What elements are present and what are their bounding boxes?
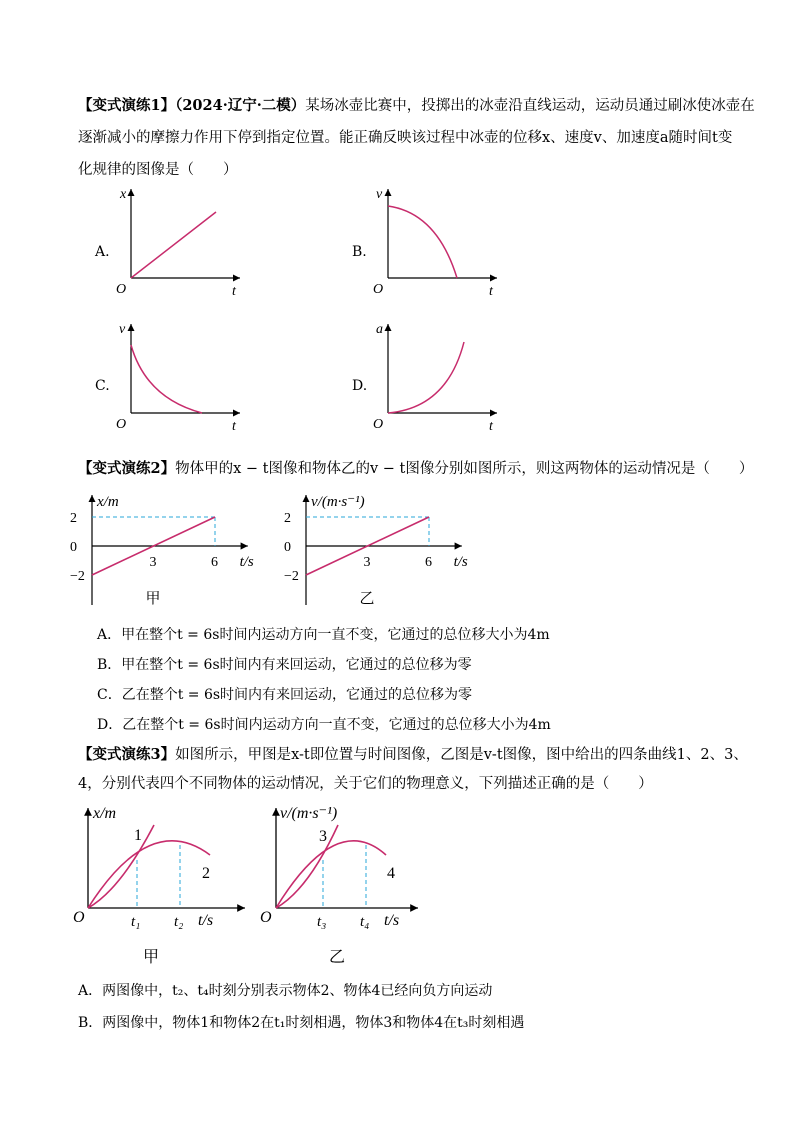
q1-option-a-label[interactable]: A. bbox=[95, 244, 110, 260]
curve-line bbox=[388, 206, 457, 278]
x-tick-label: 3 bbox=[149, 555, 157, 570]
q3-option-a[interactable]: A．两图像中，t₂、t₄时刻分别表示物体2、物体4已经向负方向运动 bbox=[78, 983, 493, 999]
curve-line bbox=[131, 212, 216, 278]
q2-option-d[interactable]: D．乙在整个t = 6s时间内运动方向一直不变，它通过的总位移大小为4m bbox=[97, 717, 551, 733]
axis-label-y: x/m bbox=[97, 494, 119, 510]
q2-chart-yi bbox=[272, 490, 492, 610]
y-tick-label: 0 bbox=[284, 540, 291, 555]
y-tick-label: 0 bbox=[70, 540, 77, 555]
q1-line2: 逐渐减小的摩擦力作用下停到指定位置。能正确反映该过程中冰壶的位移x、速度v、加速度a随时间t变 bbox=[78, 130, 733, 146]
q1-option-b-label[interactable]: B. bbox=[352, 244, 367, 260]
q3-line1: 【变式演练3】如图所示，甲图是x-t即位置与时间图像，乙图是v-t图像，图中给出的四条曲线1、2、3、 bbox=[78, 746, 748, 763]
axis-label-x: t/s bbox=[384, 912, 400, 929]
origin-label: O bbox=[73, 909, 85, 926]
axis-label-x: t bbox=[489, 284, 493, 299]
curve-4 bbox=[276, 841, 386, 908]
curve-2 bbox=[88, 841, 210, 908]
caption-yi: 乙 bbox=[329, 949, 346, 966]
q2-chart-jia bbox=[58, 490, 278, 610]
q1-line3: 化规律的图像是（ ） bbox=[78, 162, 238, 178]
chart-caption: 乙 bbox=[359, 591, 375, 607]
q2-option-b[interactable]: B．甲在整个t = 6s时间内有来回运动，它通过的总位移为零 bbox=[97, 657, 472, 673]
q3-graph-jia bbox=[70, 800, 270, 975]
axis-label-y: x bbox=[120, 187, 127, 202]
origin-label: O bbox=[116, 282, 127, 297]
origin-label: O bbox=[260, 909, 272, 926]
q1-graph-b bbox=[367, 183, 517, 298]
x-tick-label: 6 bbox=[425, 555, 432, 570]
q1-graph-d bbox=[367, 318, 517, 433]
axis-label-y: v bbox=[119, 322, 126, 337]
q2-option-a[interactable]: A．甲在整个t = 6s时间内运动方向一直不变，它通过的总位移大小为4m bbox=[97, 627, 550, 643]
tick-t1: t₁ bbox=[131, 914, 141, 930]
y-tick-label: 2 bbox=[284, 511, 291, 526]
q2-header: 【变式演练2】 bbox=[78, 460, 176, 477]
axis-label-y: x/m bbox=[93, 805, 117, 822]
q3-header: 【变式演练3】 bbox=[78, 746, 176, 763]
q1-option-c-label[interactable]: C. bbox=[95, 378, 110, 394]
axis-label-x: t/s bbox=[239, 554, 254, 570]
axis-label-y: v bbox=[376, 187, 383, 202]
axis-label-x: t/s bbox=[453, 554, 468, 570]
q1-line1: 【变式演练1】（2024·辽宁·二模）某场冰壶比赛中，投掷出的冰壶沿直线运动，运动员通过刷冰使冰壶在 bbox=[78, 97, 755, 114]
origin-label: O bbox=[373, 417, 384, 432]
y-tick-label: −2 bbox=[284, 569, 299, 584]
axis-label-x: t bbox=[232, 284, 236, 299]
curve-2-label: 2 bbox=[202, 865, 210, 882]
y-tick-label: −2 bbox=[70, 569, 85, 584]
axis-label-y: a bbox=[376, 322, 383, 337]
axis-label-y: v/(m·s⁻¹) bbox=[311, 494, 365, 510]
tick-t4: t₄ bbox=[360, 914, 370, 930]
axis-label-y: v/(m·s⁻¹) bbox=[280, 805, 338, 822]
q1-graph-c bbox=[110, 318, 260, 433]
axis-label-x: t bbox=[232, 419, 236, 434]
q1-header: 【变式演练1】（2024·辽宁·二模） bbox=[78, 97, 306, 114]
axis-label-x: t bbox=[489, 419, 493, 434]
q3-graph-yi bbox=[256, 800, 456, 975]
x-tick-label: 3 bbox=[363, 555, 371, 570]
axis-label-x: t/s bbox=[198, 912, 214, 929]
origin-label: O bbox=[373, 282, 384, 297]
tick-t2: t₂ bbox=[174, 914, 184, 930]
curve-3-label: 3 bbox=[319, 828, 327, 845]
curve-line bbox=[131, 345, 202, 413]
q2-line1: 【变式演练2】物体甲的x − t图像和物体乙的v − t图像分别如图所示，则这两物体的运动情况是（ ） bbox=[78, 460, 754, 477]
origin-label: O bbox=[116, 417, 127, 432]
q3-option-b[interactable]: B．两图像中，物体1和物体2在t₁时刻相遇，物体3和物体4在t₃时刻相遇 bbox=[78, 1015, 525, 1031]
curve-line bbox=[388, 342, 464, 413]
q1-graph-a bbox=[110, 183, 260, 298]
q3-line2: 4，分别代表四个不同物体的运动情况，关于它们的物理意义，下列描述正确的是（ ） bbox=[78, 776, 653, 792]
caption-jia: 甲 bbox=[143, 949, 160, 966]
chart-caption: 甲 bbox=[145, 591, 161, 607]
q2-option-c[interactable]: C．乙在整个t = 6s时间内有来回运动，它通过的总位移为零 bbox=[97, 687, 473, 703]
curve-1-label: 1 bbox=[134, 827, 142, 844]
x-tick-label: 6 bbox=[211, 555, 218, 570]
curve-4-label: 4 bbox=[387, 865, 395, 882]
tick-t3: t₃ bbox=[317, 914, 327, 930]
q1-option-d-label[interactable]: D. bbox=[352, 378, 368, 394]
y-tick-label: 2 bbox=[70, 511, 77, 526]
